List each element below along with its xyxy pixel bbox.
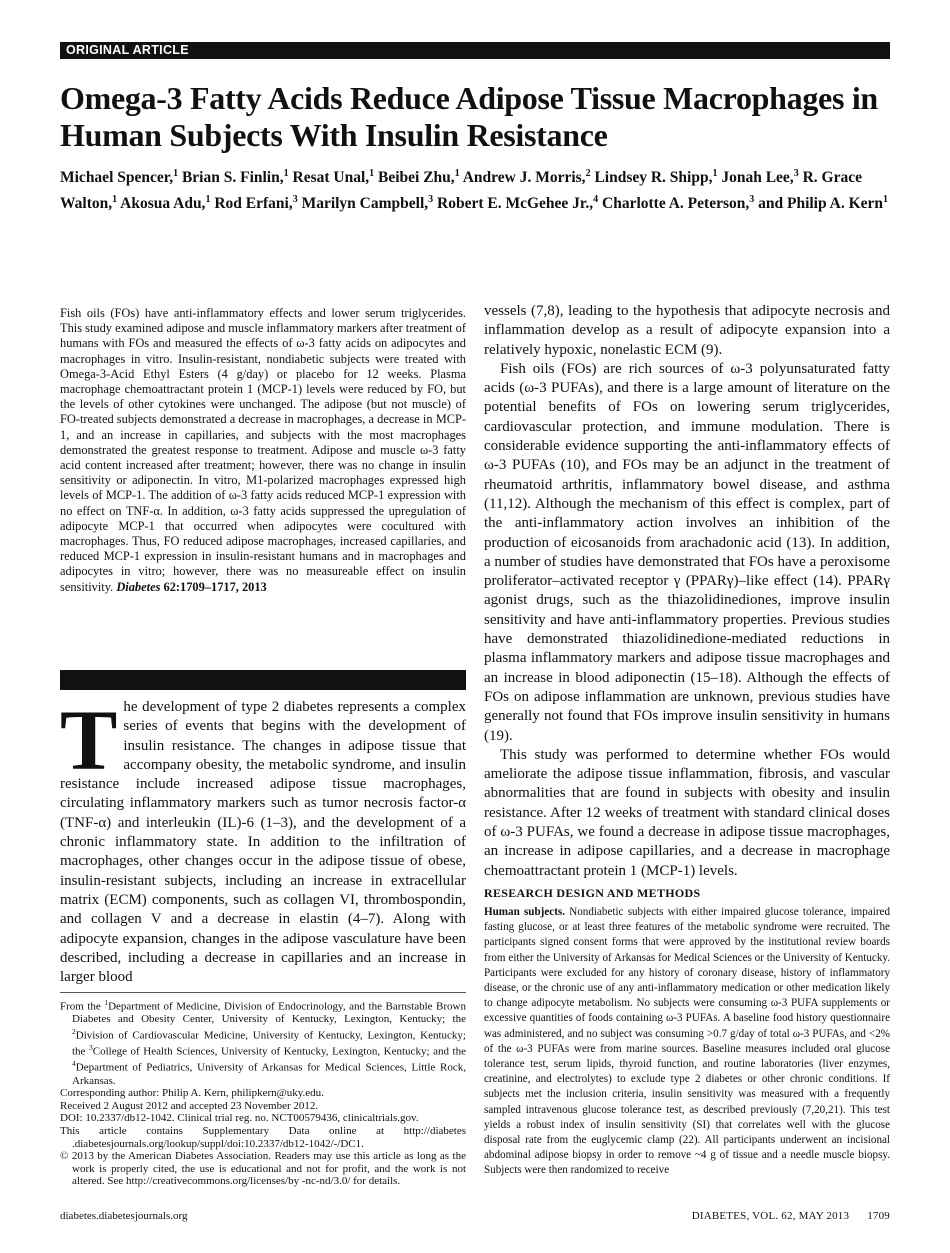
introduction	[60, 692, 466, 987]
affiliation-text: Department of Medicine, Division of Endocrinology, and the Barnstable Brown Diabetes and Obesity Center, University of Kentucky, Lexington, Kentucky; the	[72, 1000, 466, 1026]
doi-line: DOI: 10.2337/db12-1042. Clinical trial reg. no. NCT00579436, clinicaltrials.gov.	[60, 1112, 419, 1125]
methods-heading: RESEARCH DESIGN AND METHODS	[484, 886, 701, 900]
right-column-body	[484, 302, 890, 881]
author-affiliation-sup: 1	[712, 168, 718, 179]
author-affiliation-sup: 4	[593, 194, 599, 206]
corresponding-author: Corresponding author: Philip A. Kern, philipkern@uky.edu.	[60, 1087, 324, 1100]
author-name: Akosua Adu,	[120, 195, 206, 213]
author	[214, 195, 297, 212]
drop-cap: T	[60, 692, 118, 788]
author	[378, 169, 460, 186]
author	[721, 169, 798, 186]
abstract	[60, 306, 466, 595]
affiliation-text: Department of Pediatrics, University of Arkansas for Medical Sciences, Little Rock, Arkansas.	[72, 1062, 466, 1087]
author-name: Brian S. Finlin,	[181, 169, 284, 187]
author-affiliation-sup: 2	[585, 168, 591, 179]
section-label: ORIGINAL ARTICLE	[60, 42, 890, 59]
author-affiliation-sup: 3	[749, 194, 755, 206]
author-name: Rod Erfani,	[214, 195, 293, 213]
author-affiliation-sup: 1	[883, 194, 889, 206]
methods-subheading: Human subjects.	[484, 906, 565, 918]
affiliation-list	[60, 997, 466, 1087]
author	[594, 169, 717, 186]
author-name: Charlotte A. Peterson,	[602, 195, 750, 213]
author-affiliation-sup: 1	[173, 168, 179, 179]
author	[120, 195, 210, 212]
author-affiliation-sup: 1	[112, 194, 118, 206]
author-affiliation-sup: 3	[793, 168, 799, 179]
author-name: Michael Spencer,	[60, 169, 174, 187]
page-number: 1709	[867, 1210, 890, 1222]
methods-text: Nondiabetic subjects with either impaired glucose tolerance, impaired fasting glucose, or at least three features of the metabolic syndrome were recruited. The participants signed consent forms that were approved by the institutional review boards from either the University of Arkansas for Medical Sciences or the University of Kentucky. Participants were excluded for any history of coronary disease, history of inflammatory disease, or the chronic use of any anti-inflammatory medication or other medication likely to change adipocyte metabolism. No subjects were consuming ω-3 PUFA supplements or excessive quantities of foods containing ω-3 PUFAs. A baseline food history questionnaire was administered, and no subject was consuming >0.7 g/day of total ω-3 PUFAs, and <2% of the ω-3 PUFAs were from marine sources. Baseline measures included oral glucose tolerance test, serum lipids, thyroid function, and routine laboratories (liver enzymes, creatinine, and electrolytes) to exclude type 2 diabetes or other chronic conditions. If subjects met the inclusion criteria, insulin sensitivity was measured with a frequently sampled intravenous glucose tolerance test, as described previously (7,20,21). This test yields a robust index of insulin sensitivity (SI) that correlates well with the glucose disposal rate from the euglycemic clamp (22). All participants underwent an incisional abdominal adipose biopsy in order to remove ~4 g of tissue and a needle muscle biopsy. Subjects were then randomized to receive	[484, 906, 890, 1177]
footer-journal-url: diabetes.diabetesjournals.org	[60, 1210, 188, 1222]
affiliation-sup: 1	[104, 998, 109, 1007]
author-name: Jonah Lee,	[721, 169, 794, 187]
author	[602, 195, 754, 212]
author-name: Beibei Zhu,	[378, 169, 455, 187]
author-affiliation-sup: 3	[292, 194, 298, 206]
affiliation-sup: 2	[72, 1026, 76, 1036]
copyright-note: © 2013 by the American Diabetes Association. Readers may use this article as long as the work is properly cited, the use is educational and not for profit, and the work is not altered. See http://creativecommons.org/licenses/by -nc-nd/3.0/ for details.	[60, 1150, 466, 1188]
author-list	[60, 163, 900, 215]
body-paragraph: vessels (7,8), leading to the hypothesis that adipocyte necrosis and inflammation develop as a result of adipocyte expansion into a relatively hypoxic, nonelastic ECM (9).	[484, 303, 890, 358]
footer-volume: DIABETES, VOL. 62, MAY 2013	[691, 1210, 850, 1222]
intro-text: he development of type 2 diabetes represents a complex series of events that begins with the development of insulin resistance. The changes in adipose tissue that accompany obesity, the metabolic syndrome, and insulin resistance include increased adipose tissue macrophages, circulating inflammatory markers such as tumor necrosis factor-α (TNF-α) and interleukin (IL)-6 (1–3), and the development of a chronic inflammatory state. In addition to the infiltration of macrophages, other changes occur in the adipose tissue of obese, insulin-resistant subjects, including an increase in extracellular matrix (ECM) components, such as collagen VI, thrombospondin, and collagen V and a decrease in elastin (4–7). Along with adipocyte expansion, changes in the adipose vasculature have been described, including a decrease in capillaries and an increase in larger blood	[60, 699, 466, 986]
author	[758, 195, 888, 212]
footnote-rule	[60, 992, 466, 993]
affiliation-text: Division of Cardiovascular Medicine, University of Kentucky, Lexington, Kentucky; the	[72, 1029, 466, 1058]
abstract-citation: 62:1709–1717, 2013	[163, 579, 267, 594]
methods-body	[484, 905, 890, 1179]
author-affiliation-sup: 1	[283, 168, 289, 179]
author	[293, 169, 375, 186]
abstract-text: Fish oils (FOs) have anti-inflammatory effects and lower serum triglycerides. This study examined adipose and muscle inflammatory markers after treatment of humans with FOs and measured the effects of ω-3 fatty acids on adipocytes and macrophages in vitro. Insulin-resistant, nondiabetic subjects were treated with Omega-3-Acid Ethyl Esters (4 g/day) or placebo for 12 weeks. Plasma macrophage chemoattractant protein 1 (MCP-1) levels were reduced by FO, but the levels of other cytokines were unchanged. The adipose (but not muscle) of FO-treated subjects demonstrated a decrease in macrophages, a decrease in MCP-1, and an increase in capillaries, and subjects with the most macrophages demonstrated the greatest response to treatment. Adipose and muscle ω-3 fatty acid content increased after treatment; however, there was no change in insulin sensitivity or adiponectin. In vitro, M1-polarized macrophages expressed high levels of MCP-1. The addition of ω-3 fatty acids reduced MCP-1 expression with no effect on TNF-α. In addition, ω-3 fatty acids suppressed the upregulation of adipocyte MCP-1 that occurred when adipocytes were cocultured with macrophages. Thus, FO reduced adipose macrophages, increased capillaries, and reduced MCP-1 expression in insulin-resistant humans and in macrophages and adipocytes in vitro; however, there was no measureable effect on insulin sensitivity.	[60, 306, 467, 594]
author-name: R. Grace Walton,	[60, 169, 862, 213]
affiliations-footnote	[60, 997, 466, 1188]
author-name: Resat Unal,	[292, 169, 370, 187]
received-dates: Received 2 August 2012 and accepted 23 November 2012.	[60, 1099, 319, 1112]
abstract-journal: Diabetes	[116, 579, 161, 594]
author	[302, 195, 434, 212]
author	[182, 169, 289, 186]
author-affiliation-sup: 3	[428, 194, 434, 206]
body-paragraph: This study was performed to determine whether FOs would ameliorate the adipose tissue inflammation, fibrosis, and vascular abnormalities that are found in subjects with obesity and insulin resistance. After 12 weeks of treatment with standard clinical doses of ω-3 PUFAs, we found a decrease in adipose tissue macrophages, an increase in adipose capillaries, and a decrease in macrophage chemoattractant protein 1 (MCP-1) levels.	[484, 746, 890, 879]
author	[437, 195, 598, 212]
footer-issue	[692, 1210, 890, 1222]
author-affiliation-sup: 1	[454, 168, 460, 179]
author-name: Robert E. McGehee Jr.,	[437, 195, 594, 213]
author-name: Lindsey R. Shipp,	[594, 169, 713, 187]
affiliation-text: College of Health Sciences, University of Kentucky, Lexington, Kentucky; and the	[92, 1045, 466, 1058]
author-affiliation-sup: 1	[369, 168, 375, 179]
affiliation-sup: 3	[89, 1043, 93, 1053]
body-paragraph: Fish oils (FOs) are rich sources of ω-3 polyunsaturated fatty acids (ω-3 PUFAs), and there is a large amount of literature on the potential benefits of FOs on lowering serum triglycerides, cardiovascular protection, and immune modulation. There is considerable evidence supporting the anti-inflammatory effects of ω-3 PUFAs (10), and FOs may be an adjunct in the treatment of rheumatoid arthritis, inflammatory bowel disease, and asthma (11,12). Although the mechanism of this effect is complex, part of the anti-inflammatory action involves an inhibition of the production of eicosanoids from arachadonic acid (13). In addition, a number of studies have demonstrated that FOs have a peroxisome proliferator–activated receptor γ (PPARγ)–like effect (14). PPARγ agonist drugs, such as the thiazolidinediones, improve insulin sensitivity and have anti-inflammatory properties. Previous studies have demonstrated thiazolidinedione-mediated reductions in plasma inflammatory markers and adipose tissue macrophages and an increase in blood adiponectin (15–18). Although the effects of FOs on adipose inflammation are unknown, previous studies have generally not found that FOs improve insulin sensitivity in humans (19).	[484, 360, 890, 744]
author-name: and Philip A. Kern	[758, 195, 884, 213]
author	[463, 169, 591, 186]
author-affiliation-sup: 1	[205, 194, 211, 206]
article-title: Omega-3 Fatty Acids Reduce Adipose Tissue Macrophages in Human Subjects With Insulin Resistance	[60, 80, 878, 153]
section-divider-bar	[60, 670, 466, 690]
author	[60, 169, 178, 186]
affiliation-sup: 4	[72, 1059, 76, 1069]
supplementary-note: This article contains Supplementary Data online at http://diabetes .diabetesjournals.org/lookup/suppl/doi:10.2337/db12-1042/-/DC1.	[60, 1124, 466, 1150]
author-name: Marilyn Campbell,	[301, 195, 429, 213]
affiliation-prefix: From the	[60, 1000, 105, 1013]
author-name: Andrew J. Morris,	[462, 169, 586, 187]
